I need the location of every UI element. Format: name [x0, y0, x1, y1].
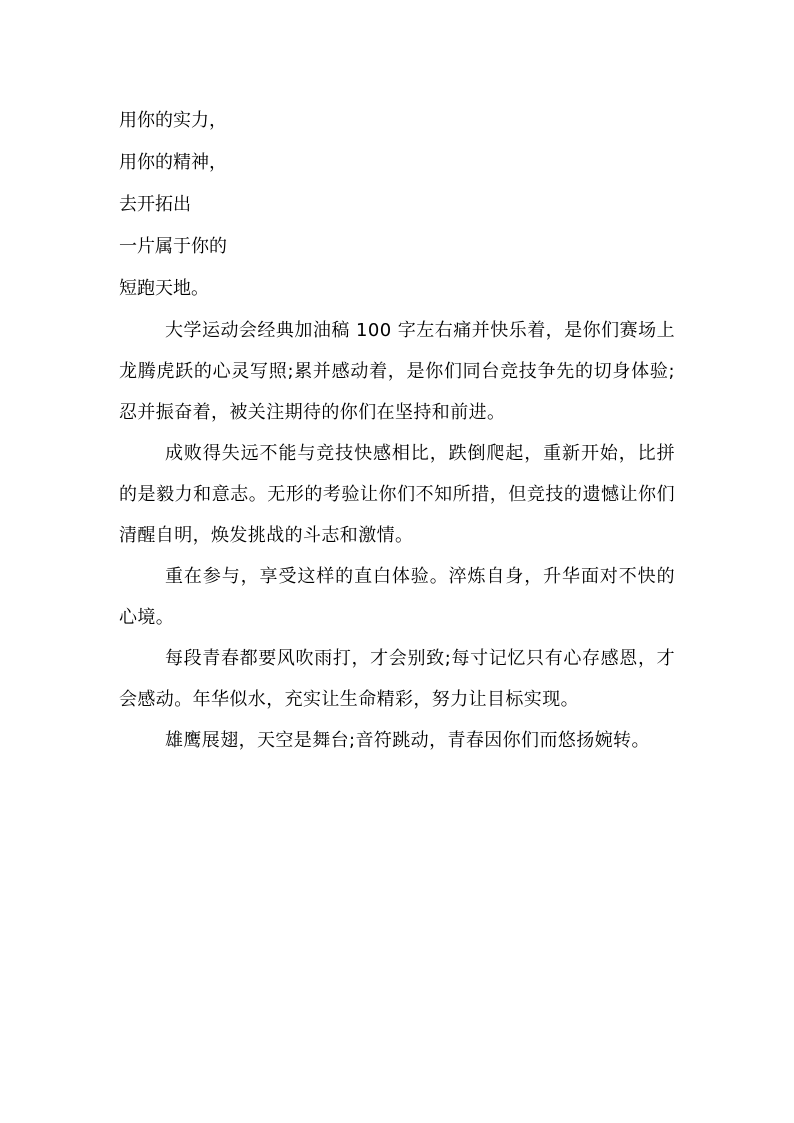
poem-line-4: 一片属于你的: [119, 236, 227, 257]
poem-line-5: 短跑天地。: [119, 278, 209, 299]
prose-block: [119, 310, 675, 761]
document-body: [119, 100, 675, 761]
poem-line-3: 去开拓出: [119, 194, 191, 215]
paragraph-1: 大学运动会经典加油稿 100 字左右痛并快乐着，是你们赛场上龙腾虎跃的心灵写照;累并感动着，是你们同台竞技争先的切身体验;忍并振奋着，被关注期待的你们在坚持和前进。: [119, 320, 675, 423]
paragraph-2: 成败得失远不能与竞技快感相比，跌倒爬起，重新开始，比拼的是毅力和意志。无形的考验让你们不知所措，但竞技的遗憾让你们清醒自明，焕发挑战的斗志和激情。: [119, 443, 675, 546]
paragraph-4: 每段青春都要风吹雨打，才会别致;每寸记忆只有心存感恩，才会感动。年华似水，充实让生命精彩，努力让目标实现。: [119, 648, 675, 710]
poem-line-2: 用你的精神，: [119, 152, 227, 173]
poem-block: [119, 100, 675, 310]
paragraph-5: 雄鹰展翅，天空是舞台;音符跳动，青春因你们而悠扬婉转。: [165, 730, 650, 751]
poem-line-1: 用你的实力，: [119, 110, 227, 131]
paragraph-3: 重在参与，享受这样的直白体验。淬炼自身，升华面对不快的心境。: [119, 566, 675, 628]
